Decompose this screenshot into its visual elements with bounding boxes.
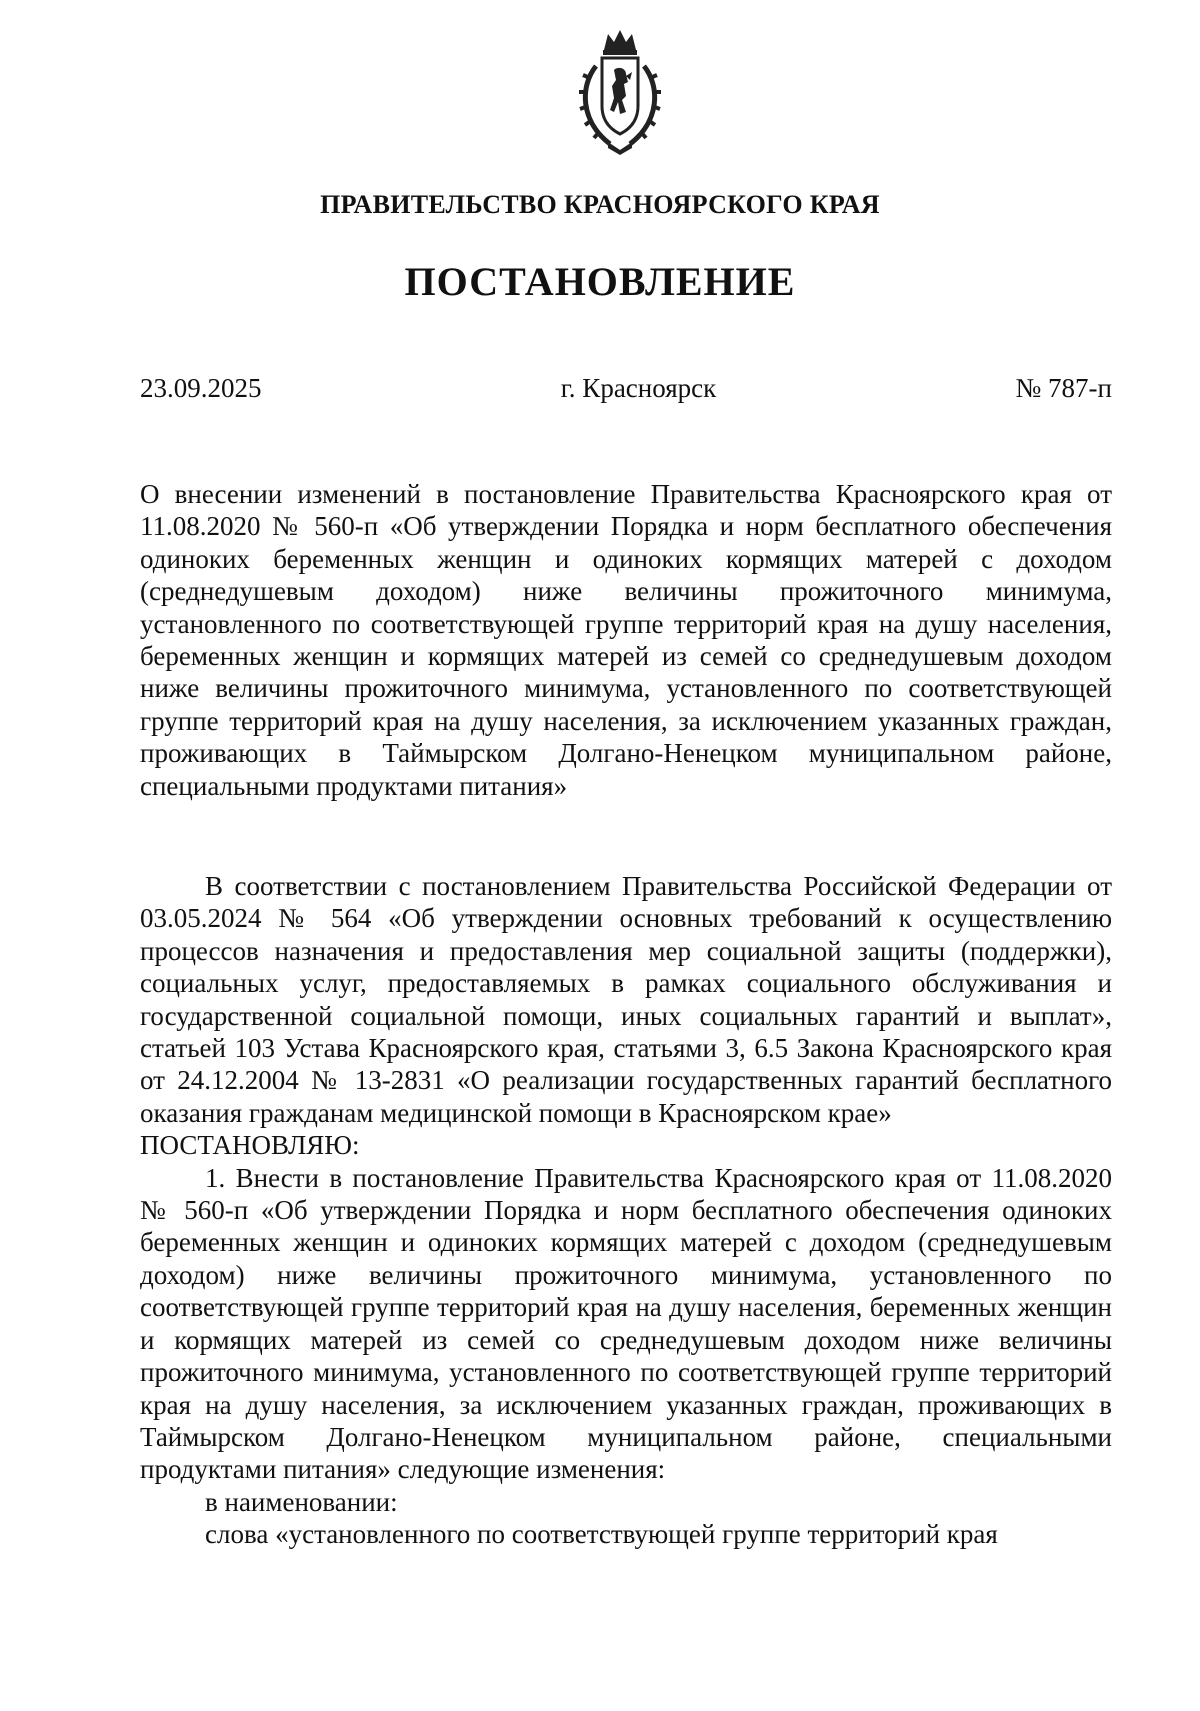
item-1-paragraph: 1. Внести в постановление Правительства Красноярского края от 11.08.2020 № 560-п «Об утверждении Порядка и норм бесплатного обеспечения одиноких беременных женщин и одиноких кормящих матерей с доходом (среднедушевым доходом) ниже величины прожиточного минимума, установленного по соответствующей группе территорий края на душу населения, беременных женщин и кормящих матерей из семей со среднедушевым доходом ниже величины прожиточного минимума, установленного по соответствующей группе территорий края на душу населения, за исключением указанных граждан, проживающих в Таймырском Долгано-Ненецком муниципальном районе, специальными продуктами питания» следующие изменения: (140, 1162, 1112, 1485)
decree-word: ПОСТАНОВЛЯЮ: (140, 1130, 360, 1161)
document-body (140, 870, 1112, 1551)
coat-of-arms-icon (570, 26, 670, 156)
organization-title: ПРАВИТЕЛЬСТВО КРАСНОЯРСКОГО КРАЯ (320, 190, 880, 219)
document-subject: О внесении изменений в постановление Правительства Красноярского края от 11.08.2020 № 560-п «Об утверждении Порядка и норм бесплатного обеспечения одиноких беременных женщин и одиноких кормящих матерей с доходом (среднедушевым доходом) ниже величины прожиточного минимума, установленного по соответствующей группе территорий края на душу населения, беременных женщин и кормящих матерей из семей со среднедушевым доходом ниже величины прожиточного минимума, установленного по соответствующей группе территорий края на душу населения, за исключением указанных граждан, проживающих в Таймырском Долгано-Ненецком муниципальном районе, специальными продуктами питания» (140, 479, 1112, 801)
document-number: № 787-п (1015, 373, 1112, 403)
document-meta-row (140, 373, 1112, 404)
document-title-block (140, 478, 1112, 802)
sub-heading: в наименовании: (205, 1486, 398, 1517)
last-line: слова «установленного по соответствующей группе территорий края (205, 1519, 998, 1550)
preamble-paragraph: В соответствии с постановлением Правительства Российской Федерации от 03.05.2024 № 564 «Об утверждении основных требований к осуществлению процессов назначения и предоставления мер социальной защиты (поддержки), социальных услуг, предоставляемых в рамках социального обслуживания и государственной социальной помощи, иных социальных гарантий и выплат», статьей 103 Устава Красноярского края, статьями 3, 6.5 Закона Красноярского края от 24.12.2004 № 13-2831 «О реализации государственных гарантий бесплатного оказания гражданам медицинской помощи в Красноярском крае» (140, 871, 1112, 1128)
document-type-heading: ПОСТАНОВЛЕНИЕ (404, 259, 796, 304)
document-date: 23.09.2025 (140, 373, 262, 403)
document-city: г. Красноярск (560, 373, 717, 403)
